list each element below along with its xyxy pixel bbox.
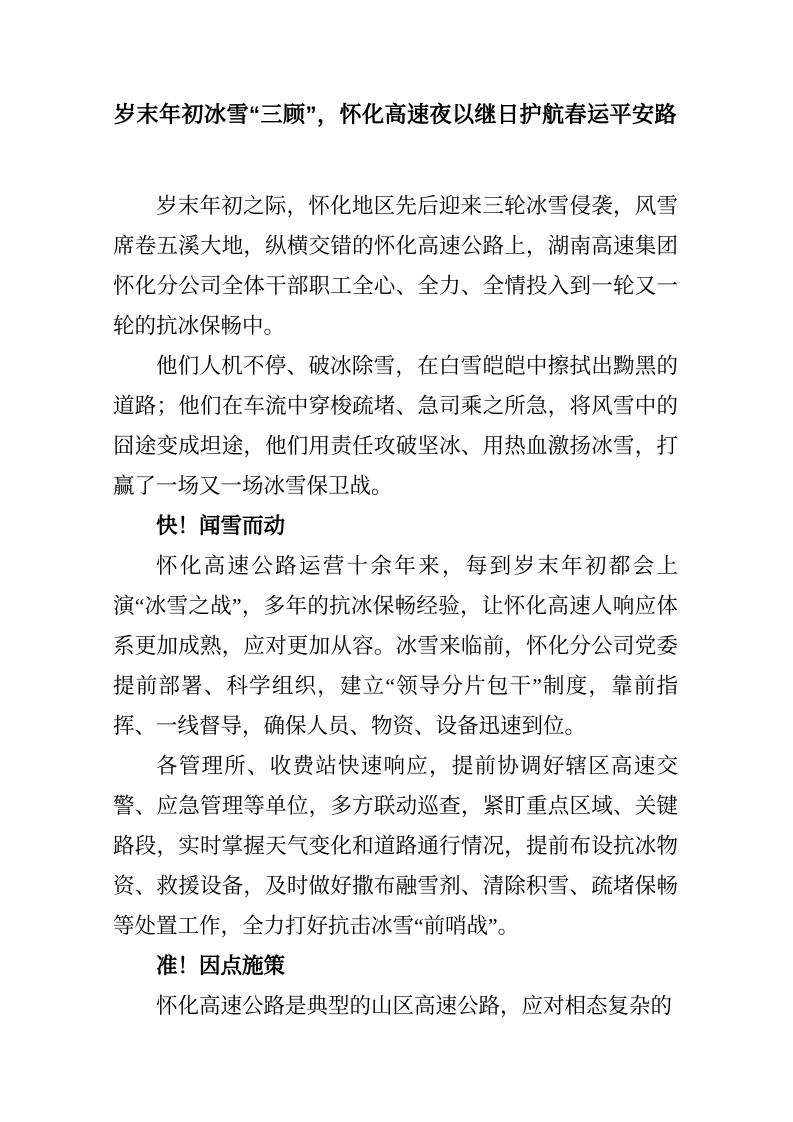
paragraph: 他们人机不停、破冰除雪，在白雪皑皑中擦拭出黝黑的道路；他们在车流中穿梭疏堵、急司乘之所急，将风雪中的囧途变成坦途，他们用责任攻破坚冰、用热血激扬冰雪，打赢了一场又一场冰雪保卫战。 [113,354,678,498]
section-heading: 快！闻雪而动 [156,514,286,538]
paragraph: 各管理所、收费站快速响应，提前协调好辖区高速交警、应急管理等单位，多方联动巡查，紧盯重点区域、关键路段，实时掌握天气变化和道路通行情况，提前布设抗冰物资、救援设备，及时做好撒布融雪剂、清除积雪、疏堵保畅等处置工作，全力打好抗击冰雪“前哨战”。 [113,754,678,938]
document-body [113,186,678,1026]
document-title: 岁末年初冰雪“三顾”，怀化高速夜以继日护航春运平安路 [113,102,677,127]
paragraph: 怀化高速公路运营十余年来，每到岁末年初都会上演“冰雪之战”，多年的抗冰保畅经验，让怀化高速人响应体系更加成熟，应对更加从容。冰雪来临前，怀化分公司党委提前部署、科学组织，建立“领导分片包干”制度，靠前指挥、一线督导，确保人员、物资、设备迅速到位。 [113,554,678,738]
section-heading: 准！因点施策 [156,954,286,978]
paragraph: 岁末年初之际，怀化地区先后迎来三轮冰雪侵袭，风雪席卷五溪大地，纵横交错的怀化高速公路上，湖南高速集团怀化分公司全体干部职工全心、全力、全情投入到一轮又一轮的抗冰保畅中。 [113,194,678,338]
paragraph: 怀化高速公路是典型的山区高速公路，应对相态复杂的 [156,994,673,1018]
